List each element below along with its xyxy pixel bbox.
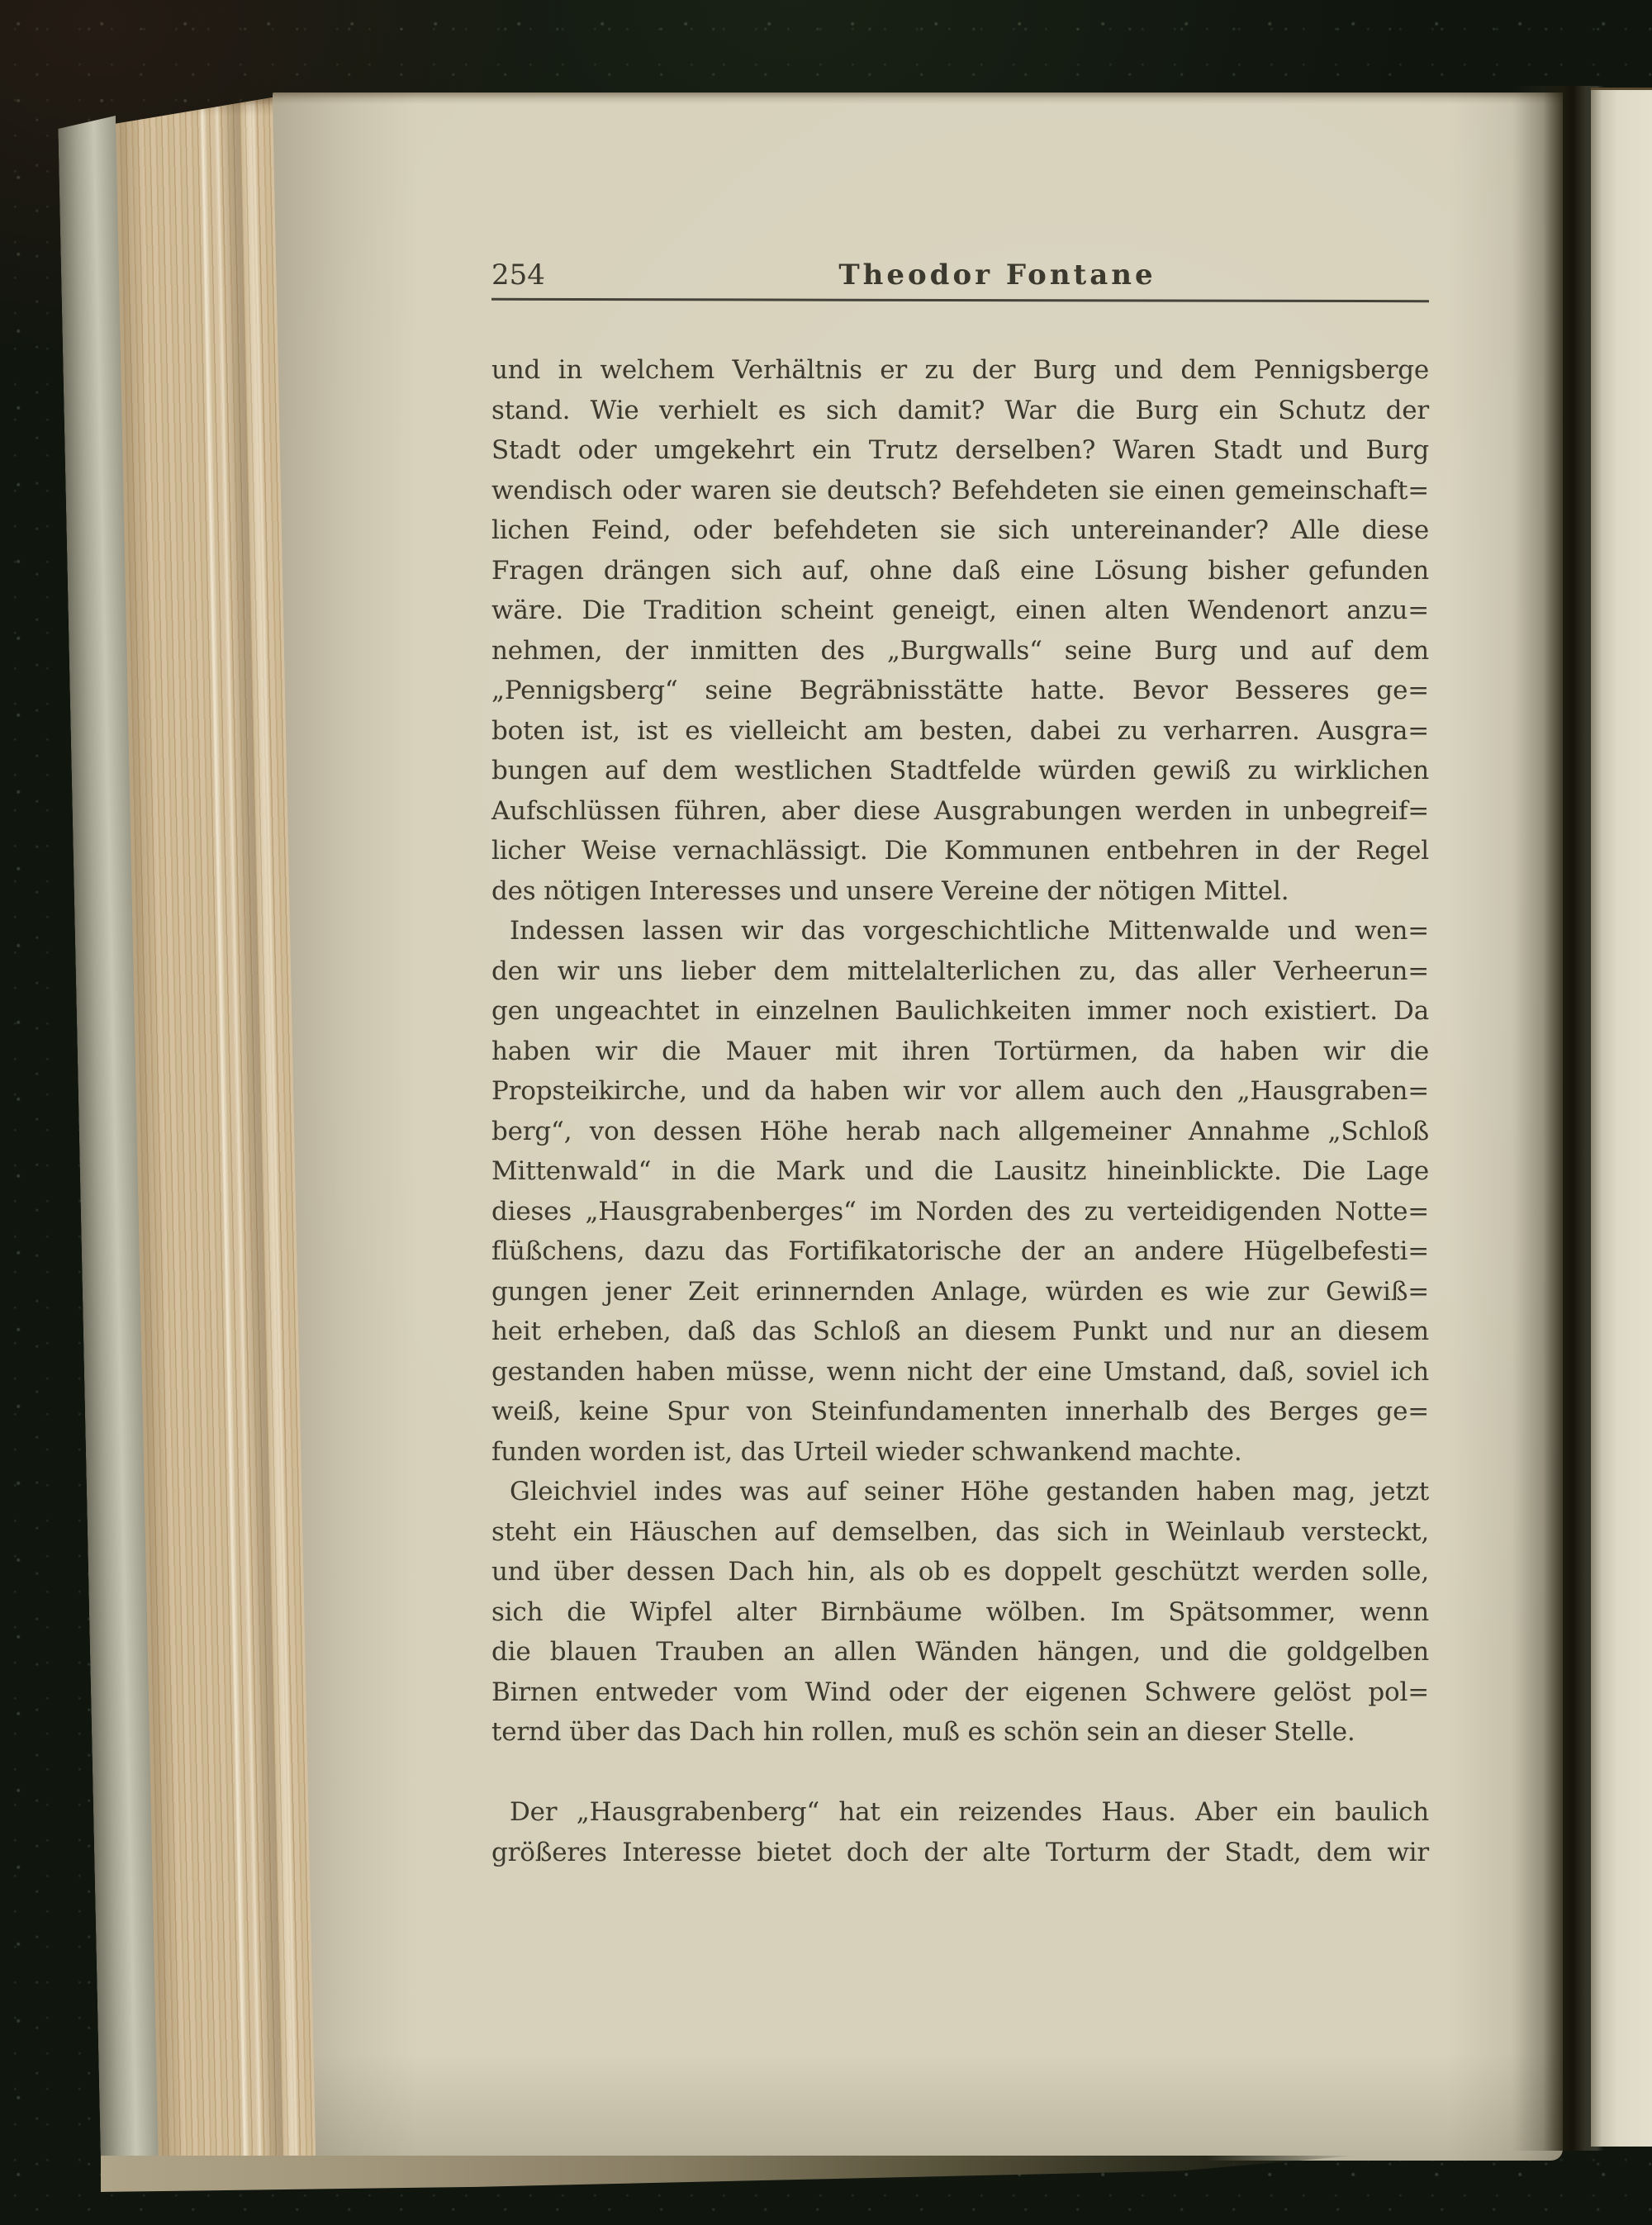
text-line: gungen jener Zeit erinnernden Anlage, würden es wie zur Gewiß=: [491, 1276, 1429, 1307]
text-line: Stadt oder umgekehrt ein Trutz derselben? Waren Stadt und Burg: [491, 435, 1429, 465]
text-line: heit erheben, daß das Schloß an diesem Punkt und nur an diesem: [491, 1316, 1429, 1346]
text-line: licher Weise vernachlässigt. Die Kommunen entbehren in der Regel: [491, 836, 1429, 866]
text-line: funden worden ist, das Urteil wieder schwankend machte.: [491, 1436, 1242, 1467]
text-line: bungen auf dem westlichen Stadtfelde würden gewiß zu wirklichen: [491, 756, 1429, 785]
text-line: die blauen Trauben an allen Wänden hängen, und die goldgelben: [491, 1637, 1429, 1667]
running-title: Theodor Fontane: [838, 259, 1156, 292]
text-block: [491, 350, 1429, 1872]
text-line: sich die Wipfel alter Birnbäume wölben. Im Spätsommer, wenn: [491, 1596, 1429, 1627]
text-line: Gleichviel indes was auf seiner Höhe gestanden haben mag, jetzt: [510, 1477, 1429, 1506]
text-line: lichen Feind, oder befehdeten sie sich untereinander? Alle diese: [491, 515, 1429, 545]
text-line: Mittenwald“ in die Mark und die Lausitz hineinblickte. Die Lage: [491, 1156, 1429, 1186]
text-line: wäre. Die Tradition scheint geneigt, einen alten Wendenort anzu=: [491, 595, 1429, 625]
text-line: Birnen entweder vom Wind oder der eigenen Schwere gelöst pol=: [491, 1677, 1429, 1707]
text-line: haben wir die Mauer mit ihren Tortürmen, da haben wir die: [491, 1036, 1429, 1066]
bottom-page-edges: [101, 2156, 1356, 2192]
text-line: dieses „Hausgrabenberges“ im Norden des zu verteidigenden Notte=: [491, 1196, 1429, 1226]
text-line: nehmen, der inmitten des „Burgwalls“ seine Burg und auf dem: [491, 635, 1429, 666]
text-line: und in welchem Verhältnis er zu der Burg und dem Pennigsberge: [491, 355, 1429, 385]
text-line: berg“, von dessen Höhe herab nach allgemeiner Annahme „Schloß: [491, 1116, 1429, 1146]
text-line: Der „Hausgrabenberg“ hat ein reizendes Haus. Aber ein baulich: [510, 1797, 1429, 1827]
running-head-row: [273, 258, 1563, 292]
page-number: 254: [491, 259, 545, 292]
text-line: den wir uns lieber dem mittelalterlichen zu, das aller Verheerun=: [491, 956, 1429, 986]
text-line: Fragen drängen sich auf, ohne daß eine Lösung bisher gefunden: [491, 555, 1429, 586]
text-line: weiß, keine Spur von Steinfundamenten innerhalb des Berges ge=: [491, 1397, 1429, 1426]
header-rule: [491, 298, 1429, 302]
text-line: flüßchens, dazu das Fortifikatorische der an andere Hügelbefesti=: [491, 1236, 1429, 1266]
facing-page-edge: [1591, 88, 1652, 2147]
text-line: steht ein Häuschen auf demselben, das sich in Weinlaub versteckt,: [491, 1516, 1429, 1547]
text-line: Aufschlüssen führen, aber diese Ausgrabungen werden in unbegreif=: [491, 795, 1429, 826]
text-line: gestanden haben müsse, wenn nicht der eine Umstand, daß, soviel ich: [491, 1356, 1429, 1387]
text-line: ternd über das Dach hin rollen, muß es schön sein an dieser Stelle.: [491, 1717, 1355, 1747]
text-line: Propsteikirche, und da haben wir vor allem auch den „Hausgraben=: [491, 1076, 1429, 1106]
text-line: stand. Wie verhielt es sich damit? War die Burg ein Schutz der: [491, 395, 1429, 425]
book-page: [273, 93, 1563, 2161]
text-line: größeres Interesse bietet doch der alte Torturm der Stadt, dem wir: [491, 1837, 1429, 1867]
text-line: wendisch oder waren sie deutsch? Befehdeten sie einen gemeinschaft=: [491, 475, 1429, 505]
paragraph-gap: [491, 1753, 1429, 1793]
text-line: und über dessen Dach hin, als ob es doppelt geschützt werden solle,: [491, 1557, 1429, 1587]
text-line: Indessen lassen wir das vorgeschichtliche Mittenwalde und wen=: [510, 916, 1429, 946]
text-line: des nötigen Interesses und unsere Vereine der nötigen Mittel.: [491, 875, 1289, 906]
text-line: „Pennigsberg“ seine Begräbnisstätte hatte. Bevor Besseres ge=: [491, 676, 1429, 705]
text-line: gen ungeachtet in einzelnen Baulichkeiten immer noch existiert. Da: [491, 996, 1429, 1026]
text-line: boten ist, ist es vielleicht am besten, dabei zu verharren. Ausgra=: [491, 715, 1429, 746]
